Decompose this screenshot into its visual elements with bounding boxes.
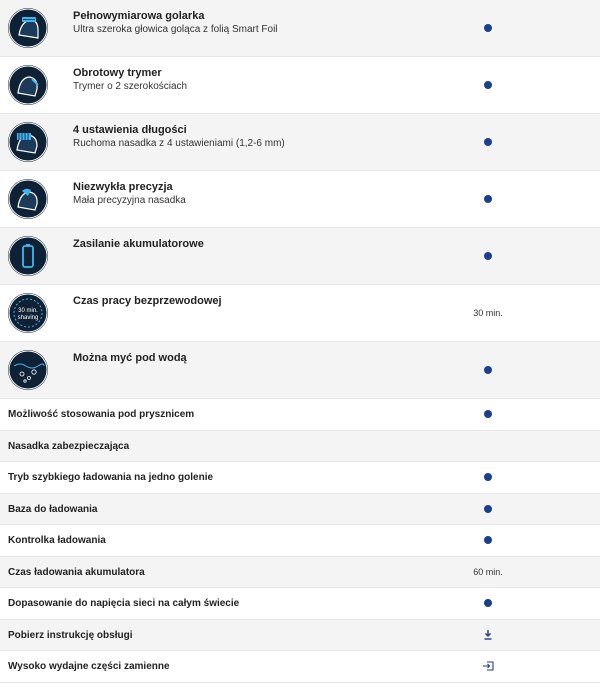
length-settings-icon (8, 122, 48, 162)
row-charge-indicator (0, 525, 600, 557)
download-icon[interactable] (482, 629, 494, 641)
feature-desc: Mała precyzyjna nasadka (73, 195, 186, 206)
precision-icon (8, 179, 48, 219)
row-spare-parts[interactable] (0, 651, 600, 683)
included-dot (484, 505, 492, 513)
included-dot (484, 138, 492, 146)
battery-icon (8, 236, 48, 276)
row-title[interactable]: Wysoko wydajne części zamienne (8, 661, 170, 672)
feature-title: Pełnowymiarowa golarka (73, 10, 205, 22)
feature-desc: Ultra szeroka głowica goląca z folią Smart Foil (73, 24, 278, 35)
feature-desc: Trymer o 2 szerokościach (73, 81, 188, 92)
runtime-value: 30 min. (473, 308, 503, 318)
row-title: Możliwość stosowania pod prysznicem (8, 409, 195, 420)
row-worldwide-voltage (0, 588, 600, 620)
charging-time-value: 60 min. (473, 566, 503, 577)
rotating-trimmer-icon (8, 65, 48, 105)
included-dot (484, 599, 492, 607)
row-protective-cap (0, 431, 600, 463)
row-download-manual[interactable] (0, 620, 600, 652)
feature-row-precision (0, 171, 600, 228)
included-dot (484, 252, 492, 260)
external-link-icon[interactable] (482, 660, 494, 672)
runtime-icon-text-1: 30 min. (18, 308, 38, 314)
feature-row-shaver (0, 0, 600, 57)
shaver-head-icon (8, 8, 48, 48)
row-title: Dopasowanie do napięcia sieci na całym świecie (8, 598, 240, 609)
feature-row-washable (0, 342, 600, 399)
runtime-icon (8, 293, 48, 333)
feature-row-length-settings (0, 114, 600, 171)
feature-title: 4 ustawienia długości (73, 124, 187, 136)
runtime-icon-text-2: shaving (17, 315, 39, 321)
feature-title: Obrotowy trymer (73, 67, 162, 79)
row-title: Tryb szybkiego ładowania na jedno golenie (8, 472, 214, 483)
row-charging-stand (0, 494, 600, 526)
row-title: Nasadka zabezpieczająca (8, 440, 130, 452)
included-dot (484, 366, 492, 374)
feature-row-runtime (0, 285, 600, 342)
feature-title: Czas pracy bezprzewodowej (73, 295, 222, 307)
row-title: Baza do ładowania (8, 503, 98, 515)
washable-icon (8, 350, 48, 390)
included-dot (484, 24, 492, 32)
row-quick-charge (0, 462, 600, 494)
row-title: Czas ładowania akumulatora (8, 566, 145, 578)
row-charging-time (0, 557, 600, 589)
feature-title: Można myć pod wodą (73, 352, 187, 364)
feature-row-battery (0, 228, 600, 285)
feature-title: Zasilanie akumulatorowe (73, 238, 204, 250)
included-dot (484, 410, 492, 418)
feature-title: Niezwykła precyzja (73, 181, 173, 193)
feature-desc: Ruchoma nasadka z 4 ustawieniami (1,2-6 mm) (73, 138, 285, 149)
included-dot (484, 195, 492, 203)
row-title: Kontrolka ładowania (8, 535, 106, 546)
row-title[interactable]: Pobierz instrukcję obsługi (8, 629, 133, 641)
feature-row-trimmer (0, 57, 600, 114)
row-shower (0, 399, 600, 431)
included-dot (484, 536, 492, 544)
included-dot (484, 473, 492, 481)
included-dot (484, 81, 492, 89)
